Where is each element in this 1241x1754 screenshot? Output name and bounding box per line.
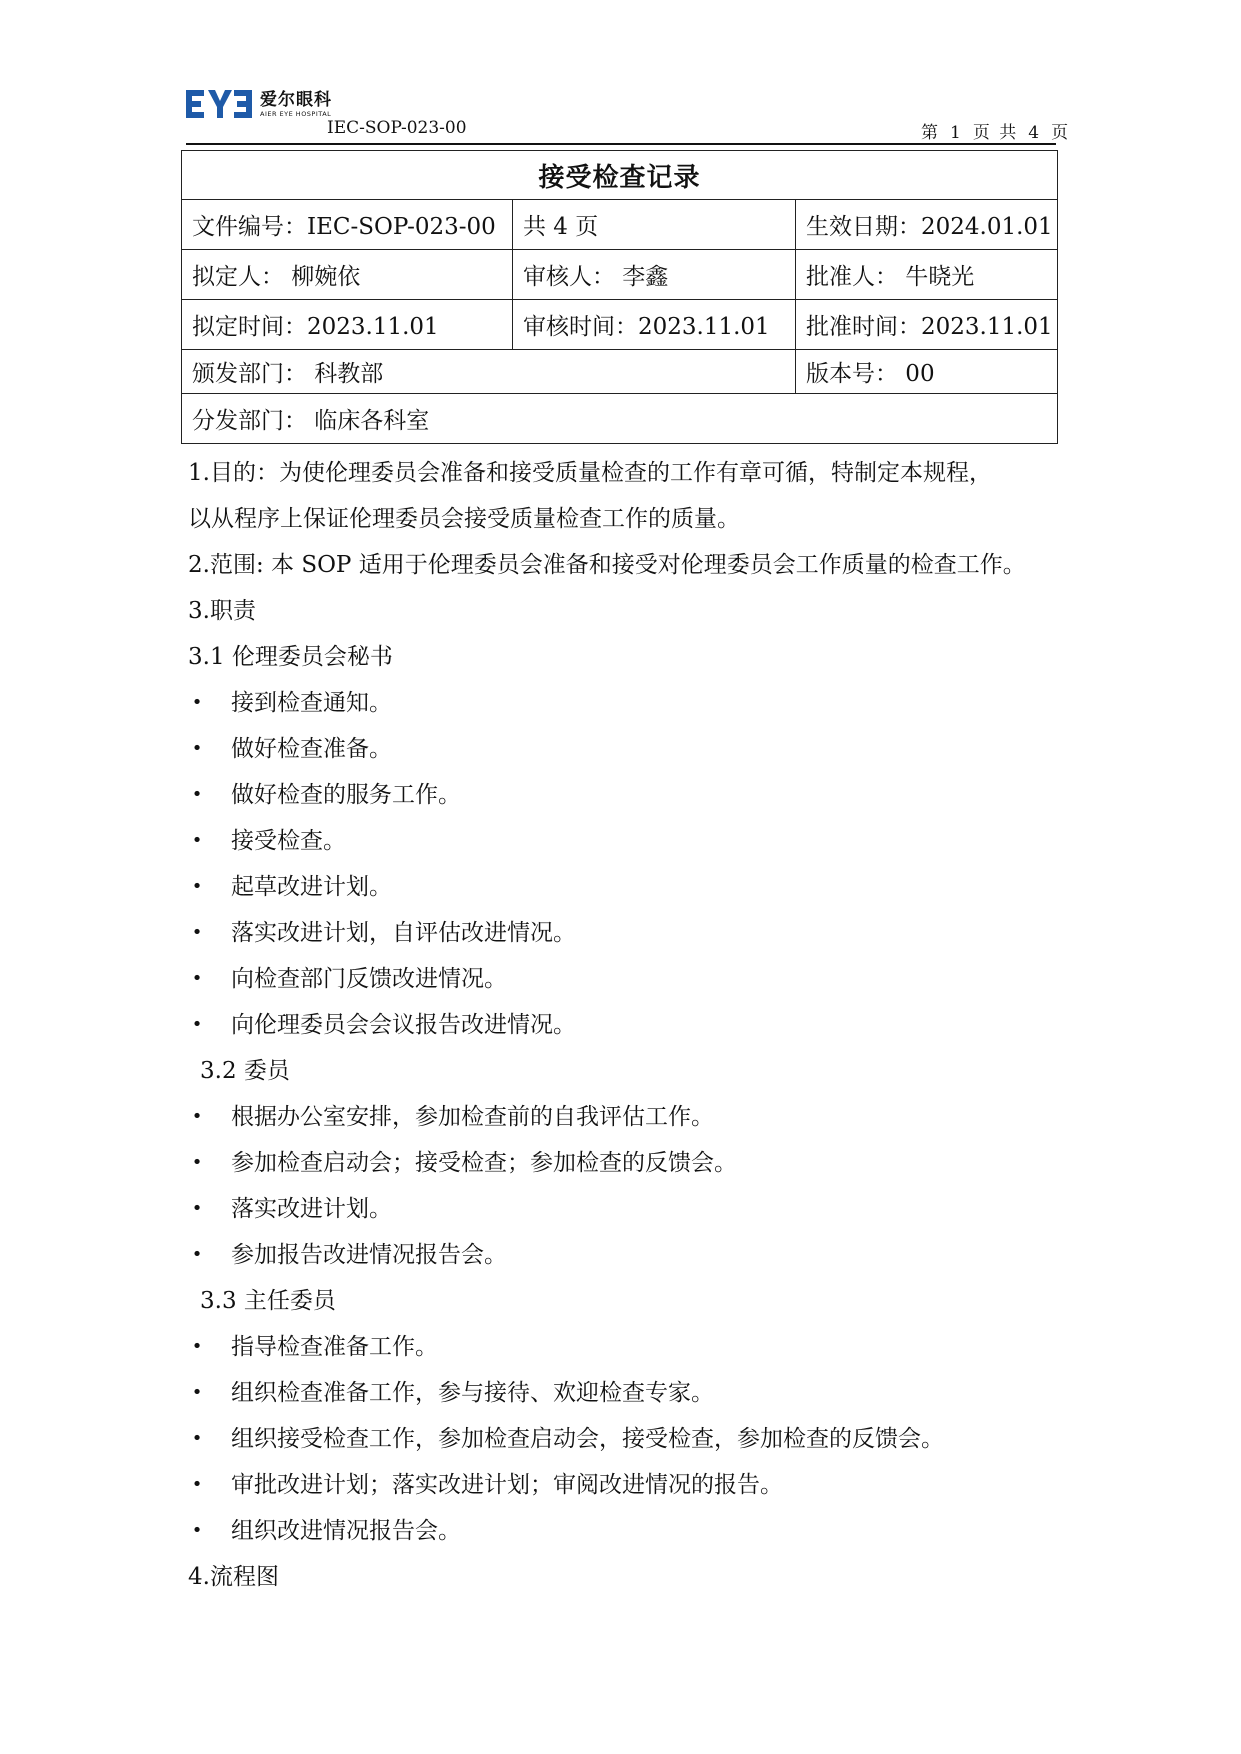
list-item: [188, 772, 1068, 818]
purpose-line-1: 1.目的：为使伦理委员会准备和接受质量检查的工作有章可循，特制定本规程，: [188, 460, 992, 486]
bullet-icon: •: [191, 876, 203, 897]
bullet-icon: •: [191, 830, 203, 851]
eye-logo-icon: [186, 88, 252, 120]
list-item: [188, 1416, 1068, 1462]
bullet-icon: •: [191, 738, 203, 759]
list-item: [188, 910, 1068, 956]
list-item: [188, 1508, 1068, 1554]
draft-time: 拟定时间：2023.11.01: [182, 300, 513, 350]
bullet-icon: •: [191, 1014, 203, 1035]
review-time: 审核时间：2023.11.01: [513, 300, 796, 350]
header-document-code: IEC-SOP-023-00: [327, 118, 467, 138]
list-item-text: 参加报告改进情况报告会。: [231, 1242, 507, 1268]
list-item-text: 起草改进计划。: [231, 874, 392, 900]
list-item-text: 组织检查准备工作，参与接待、欢迎检查专家。: [231, 1380, 714, 1406]
list-item-text: 向检查部门反馈改进情况。: [231, 966, 507, 992]
bullet-icon: •: [191, 968, 203, 989]
secretary-duty-list: [188, 680, 1068, 1048]
page-mid: 页 共: [972, 123, 1017, 143]
list-item: [188, 1462, 1068, 1508]
list-item-text: 参加检查启动会；接受检查；参加检查的反馈会。: [231, 1150, 737, 1176]
bullet-icon: •: [191, 1474, 203, 1495]
list-item: [188, 1140, 1068, 1186]
list-item: [188, 726, 1068, 772]
flowchart-heading: 4.流程图: [188, 1564, 279, 1590]
logo-chinese-name: 爱尔眼科: [260, 89, 332, 110]
document-info-table: [181, 150, 1058, 444]
purpose-line-2: 以从程序上保证伦理委员会接受质量检查工作的质量。: [188, 506, 740, 532]
effective-date: 生效日期：2024.01.01: [796, 200, 1058, 250]
list-item-text: 根据办公室安排，参加检查前的自我评估工作。: [231, 1104, 714, 1130]
list-item-text: 接受检查。: [231, 828, 346, 854]
reviewer: 审核人： 李鑫: [513, 250, 796, 300]
logo-english-name: AIER EYE HOSPITAL: [260, 109, 332, 118]
section-heading-chair: 3.3 主任委员: [200, 1288, 336, 1314]
list-item: [188, 1002, 1068, 1048]
list-item-text: 组织接受检查工作，参加检查启动会，接受检查，参加检查的反馈会。: [231, 1426, 944, 1452]
page-suffix: 页: [1051, 123, 1069, 143]
bullet-icon: •: [191, 692, 203, 713]
bullet-icon: •: [191, 1382, 203, 1403]
distribution-department: 分发部门： 临床各科室: [182, 394, 1058, 444]
bullet-icon: •: [191, 1428, 203, 1449]
list-item: [188, 956, 1068, 1002]
duties-heading: 3.职责: [188, 598, 256, 624]
list-item-text: 做好检查的服务工作。: [231, 782, 461, 808]
page-total: 4: [1028, 123, 1040, 143]
list-item: [188, 1232, 1068, 1278]
scope-line: 2.范围: 本 SOP 适用于伦理委员会准备和接受对伦理委员会工作质量的检查工作。: [188, 552, 1026, 578]
bullet-icon: •: [191, 1244, 203, 1265]
approver: 批准人： 牛晓光: [796, 250, 1058, 300]
list-item: [188, 864, 1068, 910]
drafter: 拟定人： 柳婉依: [182, 250, 513, 300]
page-current: 1: [950, 123, 961, 143]
version-number: 版本号： 00: [796, 350, 1058, 394]
file-number: 文件编号：IEC-SOP-023-00: [182, 200, 513, 250]
bullet-icon: •: [191, 1520, 203, 1541]
header-rule: [186, 143, 1056, 145]
list-item-text: 向伦理委员会会议报告改进情况。: [231, 1012, 576, 1038]
approve-time: 批准时间：2023.11.01: [796, 300, 1058, 350]
member-duty-list: [188, 1094, 1068, 1278]
list-item-text: 接到检查通知。: [231, 690, 392, 716]
section-heading-members: 3.2 委员: [200, 1058, 290, 1084]
section-heading-secretary: 3.1 伦理委员会秘书: [188, 644, 393, 670]
bullet-icon: •: [191, 1106, 203, 1127]
bullet-icon: •: [191, 784, 203, 805]
list-item: [188, 1324, 1068, 1370]
bullet-icon: •: [191, 1152, 203, 1173]
list-item-text: 审批改进计划；落实改进计划；审阅改进情况的报告。: [231, 1472, 783, 1498]
issuing-department: 颁发部门： 科教部: [182, 350, 796, 394]
bullet-icon: •: [191, 1198, 203, 1219]
list-item: [188, 1370, 1068, 1416]
list-item-text: 组织改进情况报告会。: [231, 1518, 461, 1544]
chair-duty-list: [188, 1324, 1068, 1554]
page-count: 共 4 页: [513, 200, 796, 250]
header-page-number: [915, 118, 1074, 143]
page-prefix: 第: [921, 123, 938, 143]
hospital-logo: [186, 88, 332, 120]
list-item-text: 落实改进计划。: [231, 1196, 392, 1222]
document-title: 接受检查记录: [182, 151, 1058, 200]
bullet-icon: •: [191, 1336, 203, 1357]
bullet-icon: •: [191, 922, 203, 943]
list-item-text: 指导检查准备工作。: [231, 1334, 438, 1360]
list-item: [188, 680, 1068, 726]
list-item-text: 做好检查准备。: [231, 736, 392, 762]
list-item: [188, 1094, 1068, 1140]
document-body: [188, 450, 1068, 1600]
list-item: [188, 1186, 1068, 1232]
list-item-text: 落实改进计划，自评估改进情况。: [231, 920, 576, 946]
list-item: [188, 818, 1068, 864]
